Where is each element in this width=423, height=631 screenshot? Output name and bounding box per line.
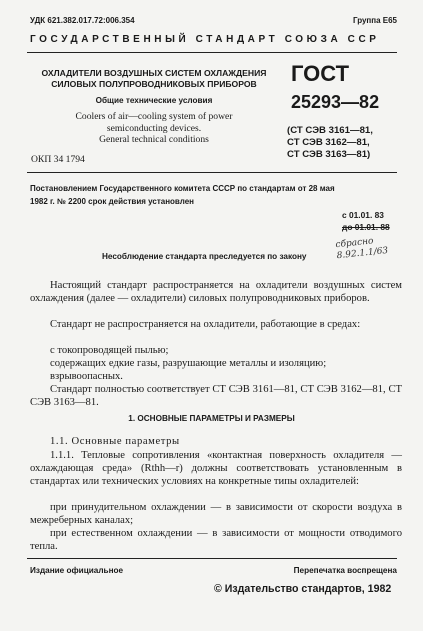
decree-text: [30, 182, 398, 208]
title-en-line2: semiconducting devices.: [106, 122, 202, 134]
title-en: [34, 111, 274, 146]
validity-to: до 01.01. 88: [342, 222, 390, 232]
title-en-line3: General technical conditions: [99, 134, 209, 145]
title-ru-line1: ОХЛАДИТЕЛИ ВОЗДУШНЫХ СИСТЕМ ОХЛАЖДЕНИЯ: [41, 68, 267, 78]
legal-warning: Несоблюдение стандарта преследуется по закону: [102, 252, 307, 261]
title-ru-line2: СИЛОВЫХ ПОЛУПРОВОДНИКОВЫХ ПРИБОРОВ: [51, 79, 257, 89]
clause-1-1-1: 1.1.1. Тепловые сопротивления «контактная поверхность охладителя — охлаждающая среда» (Rthh—r) должны соответствовать установленным в стандартах или технических условиях на конкретные типы охладителей:: [30, 450, 402, 487]
reprint-notice: Перепечатка воспрещена: [293, 566, 397, 575]
okp-code: ОКП 34 1794: [31, 154, 85, 165]
intro-paragraph-3: Стандарт полностью соответствует СТ СЭВ 3161—81, СТ СЭВ 3162—81, СТ СЭВ 3163—81.: [30, 384, 402, 408]
section-1-heading: 1. ОСНОВНЫЕ ПАРАМЕТРЫ И РАЗМЕРЫ: [128, 414, 295, 423]
group-code: Группа Е65: [352, 16, 397, 25]
title-en-line1: Coolers of air—cooling system of power: [75, 111, 233, 122]
intro-paragraph-1: Настоящий стандарт распространяется на охладители воздушных систем охлаждения (далее — охладители) силовых полупроводниковых приборов.: [30, 280, 402, 304]
decree-line2: 1982 г. № 2200 срок действия установлен: [30, 197, 194, 206]
intro-paragraph-2: Стандарт не распространяется на охладители, работающие в средах:: [50, 319, 361, 330]
gost-cmea-refs: [287, 125, 373, 161]
handwritten-note: сбрасно 8.92.1.1/63: [335, 236, 389, 262]
title-ru: [34, 68, 274, 90]
copyright: © Издательство стандартов, 1982: [214, 583, 392, 595]
environment-item-explosive: взрывоопасных.: [50, 371, 123, 382]
title-rule: [27, 172, 397, 173]
gost-ref-2: СТ СЭВ 3162—81,: [287, 137, 370, 148]
edition-label: Издание официальное: [30, 566, 124, 575]
decree-line1: Постановлением Государственного комитета СССР по стандартам от 28 мая: [30, 184, 335, 193]
udk-code: УДК 621.382.017.72:006.354: [30, 16, 135, 25]
validity-from: с 01.01. 83: [342, 210, 384, 220]
header-rule: [27, 52, 397, 53]
clause-forced-cooling: при принудительном охлаждении — в зависимости от скорости воздуха в межреберных каналах;: [30, 502, 402, 526]
clause-natural-cooling: при естественном охлаждении — в зависимости от мощности отводимого тепла.: [30, 528, 402, 552]
gost-label: ГОСТ: [291, 61, 350, 86]
gost-ref-3: СТ СЭВ 3163—81): [287, 149, 371, 160]
gost-number: 25293—82: [291, 92, 380, 112]
environment-item-dust: с токопроводящей пылью;: [50, 345, 169, 356]
footer-rule: [27, 558, 397, 559]
title-ru-subtitle: Общие технические условия: [95, 96, 213, 105]
subsection-1-1-title: 1.1. Основные параметры: [50, 436, 180, 447]
standard-banner: ГОСУДАРСТВЕННЫЙ СТАНДАРТ СОЮЗА ССР: [30, 34, 380, 45]
gost-ref-1: (СТ СЭВ 3161—81,: [287, 125, 373, 136]
environment-item-gases: содержащих едкие газы, разрушающие металлы и изоляцию;: [50, 358, 327, 369]
